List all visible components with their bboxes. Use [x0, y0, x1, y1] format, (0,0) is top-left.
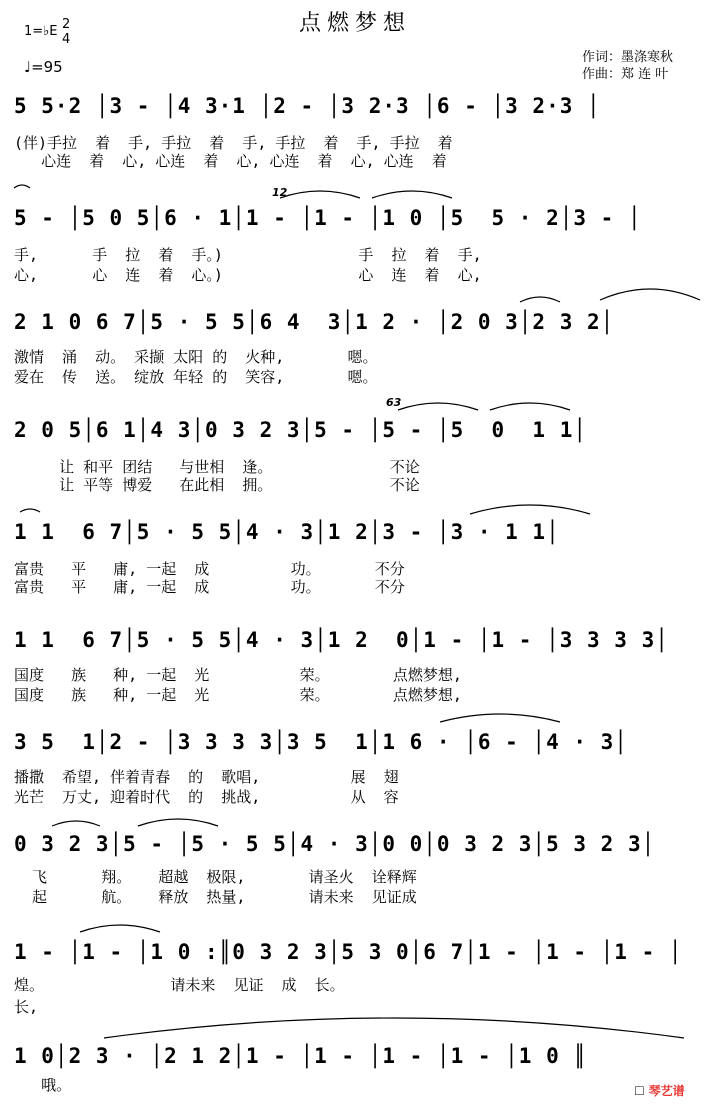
lyric-verse-2: 起 航。 释放 热量, 请未来 见证成: [14, 888, 417, 906]
tie: [520, 297, 560, 302]
page-title: 点燃梦想: [298, 11, 411, 36]
tie: [470, 505, 590, 514]
tie: [490, 403, 570, 410]
measure-number-63: 63: [386, 396, 402, 409]
tie: [440, 714, 560, 722]
logo-icon: ☐: [634, 1084, 645, 1098]
lyric-verse-1: 富贵 平 庸, 一起 成 功。 不分: [14, 560, 405, 578]
key-signature: 1=♭E: [24, 24, 58, 39]
tempo-marking: ♩=95: [24, 58, 63, 76]
lyric-verse-1: 激情 涌 动。 采撷 太阳 的 火种, 嗯。: [14, 348, 378, 366]
lyric-verse-2: 光芒 万丈, 迎着时代 的 挑战, 从 容: [14, 788, 399, 806]
tie: [138, 819, 218, 826]
tie: [280, 191, 360, 198]
notes-line: 5 5·2 │3 - │4 3·1 │2 - │3 2·3 │6 - │3 2·3 │: [14, 94, 601, 118]
lyric-verse-2: 让 平等 博爱 在此相 拥。 不论: [14, 476, 420, 494]
segno-mark: [14, 185, 30, 188]
measure-number-12: 12: [272, 186, 288, 199]
watermark: [634, 1082, 685, 1099]
notes-line: 2 1 0 6 7│5 · 5 5│6 4 3│1 2 · │2 0 3│2 3 2│: [14, 310, 615, 334]
lyric-verse-1: 国度 族 种, 一起 光 荣。 点燃梦想,: [14, 666, 462, 684]
lyric-verse-1: 煌。 请未来 见证 成 长。: [14, 976, 345, 994]
notes-line: 5 - │5 0 5│6 · 1│1 - │1 - │1 0 │5 5 · 2│3 - │: [14, 206, 642, 230]
lyric-verse-1: (伴)手拉 着 手, 手拉 着 手, 手拉 着 手, 手拉 着: [14, 134, 453, 152]
notes-line: 1 1 6 7│5 · 5 5│4 · 3│1 2│3 - │3 · 1 1│: [14, 520, 560, 544]
lyric-verse-1: 哦。: [14, 1076, 72, 1094]
lyric-verse-2: 国度 族 种, 一起 光 荣。 点燃梦想,: [14, 686, 462, 704]
lyric-verse-1: 飞 翔。 超越 极限, 请圣火 诠释辉: [14, 868, 417, 886]
notes-line: 3 5 1│2 - │3 3 3 3│3 5 1│1 6 · │6 - │4 · 3│: [14, 730, 628, 754]
tie: [398, 403, 478, 410]
lyric-verse-1: 让 和平 团结 与世相 逢。 不论: [14, 458, 420, 476]
tie: [80, 925, 160, 932]
lyric-verse-2: 长,: [14, 998, 39, 1016]
meter-bottom: 4: [62, 32, 71, 47]
brand-name: 琴艺谱: [648, 1084, 685, 1098]
lyric-verse-2: 爱在 传 送。 绽放 年轻 的 笑容, 嗯。: [14, 368, 378, 386]
tie: [372, 191, 452, 198]
lyric-verse-1: 手, 手 拉 着 手。) 手 拉 着 手,: [14, 246, 482, 264]
lyric-verse-2: 心连 着 心, 心连 着 心, 心连 着 心, 心连 着: [14, 152, 447, 170]
notes-line: 1 - │1 - │1 0 :║0 3 2 3│5 3 0│6 7│1 - │1 - │1 - │: [14, 940, 683, 964]
tie: [20, 509, 40, 512]
lyric-verse-2: 富贵 平 庸, 一起 成 功。 不分: [14, 578, 405, 596]
meter-top: 2: [62, 17, 71, 32]
tie: [52, 821, 100, 826]
notes-line: 1 1 6 7│5 · 5 5│4 · 3│1 2 0│1 - │1 - │3 3 3 3│: [14, 628, 669, 652]
lyric-verse-2: 心, 心 连 着 心。) 心 连 着 心,: [14, 266, 482, 284]
tie: [600, 289, 700, 300]
notes-line: 0 3 2 3│5 - │5 · 5 5│4 · 3│0 0│0 3 2 3│5 3 2 3│: [14, 832, 656, 856]
composer-credit: 作曲：郑 连 叶: [582, 67, 669, 82]
notes-line: 1 0│2 3 · │2 1 2│1 - │1 - │1 - │1 - │1 0 ║: [14, 1044, 588, 1068]
lyricist-credit: 作词：墨涤寒秋: [582, 50, 674, 65]
lyric-verse-1: 播撒 希望, 伴着青春 的 歌唱, 展 翅: [14, 768, 399, 786]
notes-line: 2 0 5│6 1│4 3│0 3 2 3│5 - │5 - │5 0 1 1│: [14, 418, 588, 442]
tie: [104, 1018, 684, 1038]
